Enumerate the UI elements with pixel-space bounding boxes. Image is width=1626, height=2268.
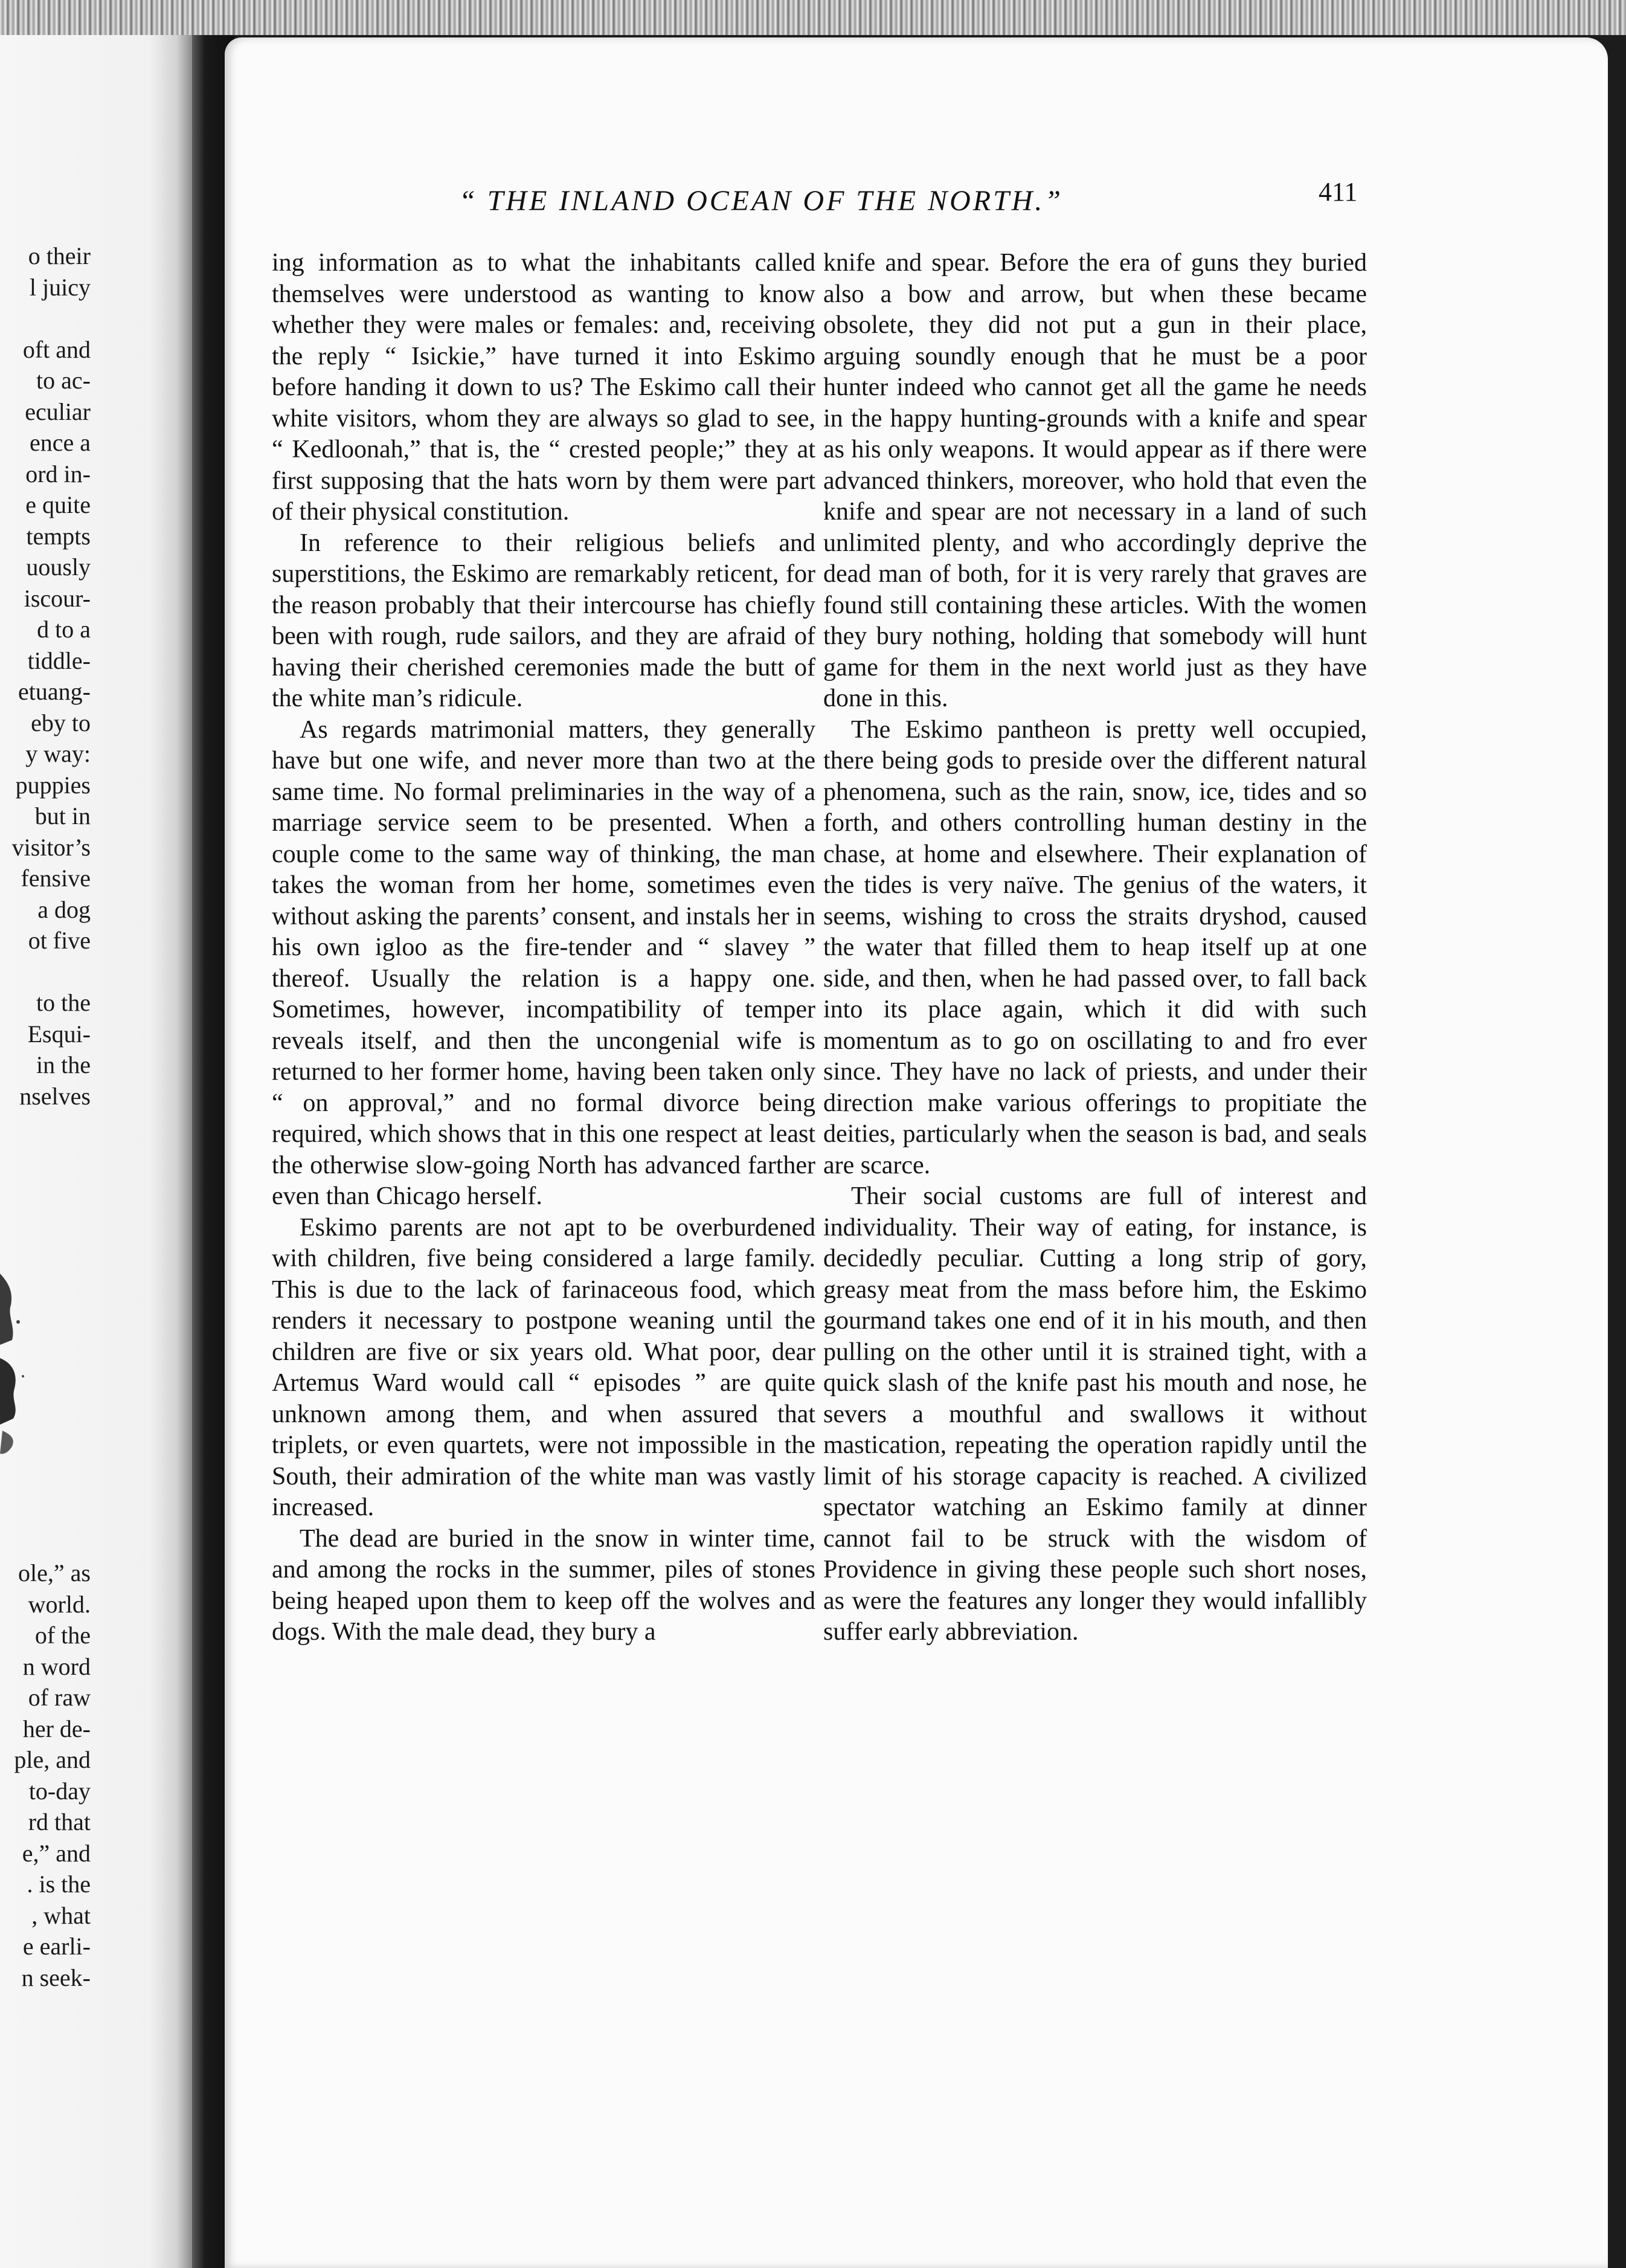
facing-page-line: puppies bbox=[15, 771, 91, 799]
facing-page-line: y way: bbox=[25, 740, 91, 767]
paragraph: ing information as to what the inhabitants called themselves were understood as wanting to know whether they were males or females: and, receiving the reply “ Isickie,” have turned it into Eskimo before handing it down to us? The Eskimo call their white visitors, whom they are always so glad to see, “ Kedloonah,” that is, the “ crested people;” they at first supposing that the hats worn by them were part of their physical constitution. bbox=[272, 249, 815, 526]
facing-page-line: in the bbox=[36, 1051, 91, 1078]
facing-page-line: iscour- bbox=[24, 584, 91, 612]
facing-page-line: world. bbox=[28, 1590, 91, 1618]
facing-page-line: . is the bbox=[27, 1870, 91, 1898]
facing-page-illustration-fragment bbox=[0, 1249, 36, 1467]
facing-page-line: ole,” as bbox=[18, 1559, 91, 1587]
facing-page-line: l juicy bbox=[29, 273, 91, 301]
facing-page-line: to-day bbox=[28, 1777, 91, 1805]
facing-page-line: ot five bbox=[28, 927, 91, 954]
facing-page-line: eby to bbox=[31, 709, 91, 736]
paragraph: knife and spear. Before the era of guns they buried also a bow and arrow, but when these became obsolete, they did not put a gun in their place, arguing soundly enough that he must be a poor hunter indeed who cannot get all the game he needs in the happy hunting-grounds with a knife and spear as his only weapons. It would appear as if there were advanced thinkers, moreover, who hold that even the knife and spear are not necessary in a land of such unlimited plenty, and who accordingly deprive the dead man of both, for it is very rarely that graves are found still containing these articles. With the women they bury nothing, holding that somebody will hunt game for them in the next world just as they have done in this. bbox=[823, 249, 1367, 712]
facing-page-line: to ac- bbox=[36, 367, 91, 394]
facing-page-line: n word bbox=[22, 1652, 91, 1680]
facing-page-line: tempts bbox=[26, 522, 91, 550]
text-column-left bbox=[272, 248, 815, 1648]
paragraph: Their social customs are full of interest and individuality. Their way of eating, for instance, is decidedly peculiar. Cutting a long strip of gory, greasy meat from the mass before him, the Eskimo gourmand takes one end of it in his mouth, and then pulling on the other until it is strained tight, with a quick slash of the knife past his mouth and nose, he severs a mouthful and swallows it without mastication, repeating the operation rapidly until the limit of his storage capacity is reached. A civilized spectator watching an Eskimo family at dinner cannot fail to be struck with the wisdom of Providence in giving these people such short noses, as were the features any longer they would infallibly suffer early abbreviation. bbox=[823, 1182, 1367, 1646]
text-column-right bbox=[823, 248, 1367, 1648]
facing-page-line: uously bbox=[26, 553, 91, 581]
running-head: “ THE INLAND OCEAN OF THE NORTH.” bbox=[459, 185, 1064, 217]
facing-page-line: n seek- bbox=[21, 1964, 91, 1991]
page-number: 411 bbox=[1319, 177, 1358, 207]
facing-page-line: fensive bbox=[21, 865, 91, 892]
facing-page-line: visitor’s bbox=[11, 833, 91, 861]
paragraph: The dead are buried in the snow in winter time, and among the rocks in the summer, piles of stones being heaped upon them to keep off the wolves and dogs. With the male dead, they bury a bbox=[272, 1524, 815, 1646]
facing-page-line: oft and bbox=[22, 335, 91, 363]
facing-page-text-lower bbox=[0, 1558, 91, 1993]
facing-page-line: her de- bbox=[22, 1715, 91, 1742]
facing-page-line: ple, and bbox=[14, 1746, 91, 1773]
facing-page-line: of raw bbox=[28, 1684, 91, 1711]
facing-page-line: ord in- bbox=[25, 460, 91, 488]
facing-page-line: but in bbox=[34, 802, 91, 830]
facing-page-line: , what bbox=[31, 1901, 91, 1929]
facing-page-line: ence a bbox=[29, 429, 91, 456]
facing-page-line bbox=[0, 303, 91, 334]
facing-page-line: nselves bbox=[19, 1082, 91, 1110]
paragraph: In reference to their religious beliefs and superstitions, the Eskimo are remarkably reticent, for the reason probably that their intercourse has chiefly been with rough, rude sailors, and they are afraid of having their cherished ceremonies made the butt of the white man’s ridicule. bbox=[272, 529, 815, 712]
facing-page-line: e earli- bbox=[22, 1933, 91, 1960]
paragraph: The Eskimo pantheon is pretty well occupied, there being gods to preside over the different natural phenomena, such as the rain, snow, ice, tides and so forth, and others controlling human destiny in the chase, at home and elsewhere. Their explanation of the tides is very naïve. The genius of the waters, it seems, wishing to cross the straits dryshod, caused the water that filled them to heap itself up at one side, and then, when he had passed over, to fall back into its place again, which it did with such momentum as to go on oscillating to and fro ever since. They have no lack of priests, and under their direction make various offerings to propitiate the deities, particularly when the season is bad, and seals are scarce. bbox=[823, 715, 1367, 1179]
facing-page-line: rd that bbox=[28, 1808, 91, 1835]
paragraph: As regards matrimonial matters, they generally have but one wife, and never more than two at the same time. No formal preliminaries in the way of a marriage service seem to be presented. When a couple come to the same way of thinking, the man takes the woman from her home, sometimes even without asking the parents’ consent, and instals her in his own igloo as the fire-tender and “ slavey ” thereof. Usually the relation is a happy one. Sometimes, however, incompatibility of temper reveals itself, and then the uncongenial wife is returned to her former home, having been taken only “ on approval,” and no formal divorce being required, which shows that in this one respect at least the otherwise slow-going North has advanced farther even than Chicago herself. bbox=[272, 715, 815, 1210]
facing-page-text-upper bbox=[0, 240, 91, 1112]
paragraph: Eskimo parents are not apt to be overburdened with children, five being considered a large family. This is due to the lack of farinaceous food, which renders it necessary to postpone weaning until the children are five or six years old. What poor, dear Artemus Ward would call “ episodes ” are quite unknown among them, and when assured that triplets, or even quartets, were not impossible in the South, their admiration of the white man was vastly increased. bbox=[272, 1213, 815, 1521]
facing-page-line: d to a bbox=[37, 616, 91, 643]
facing-page-line: of the bbox=[34, 1622, 91, 1649]
facing-page-line: to the bbox=[36, 989, 91, 1016]
facing-page-line bbox=[0, 956, 91, 988]
facing-page-line: eculiar bbox=[25, 398, 91, 425]
facing-page-line: etuang- bbox=[18, 678, 91, 705]
facing-page-line: a dog bbox=[37, 895, 91, 923]
facing-page-line: o their bbox=[28, 242, 91, 269]
facing-page-line: e quite bbox=[25, 491, 91, 518]
facing-page-line: e,” and bbox=[22, 1839, 91, 1867]
facing-page-line: tiddle- bbox=[27, 646, 91, 674]
facing-page-line: Esqui- bbox=[27, 1020, 91, 1048]
facing-page-fragment bbox=[0, 35, 192, 2268]
scan-top-edge bbox=[0, 0, 1626, 35]
